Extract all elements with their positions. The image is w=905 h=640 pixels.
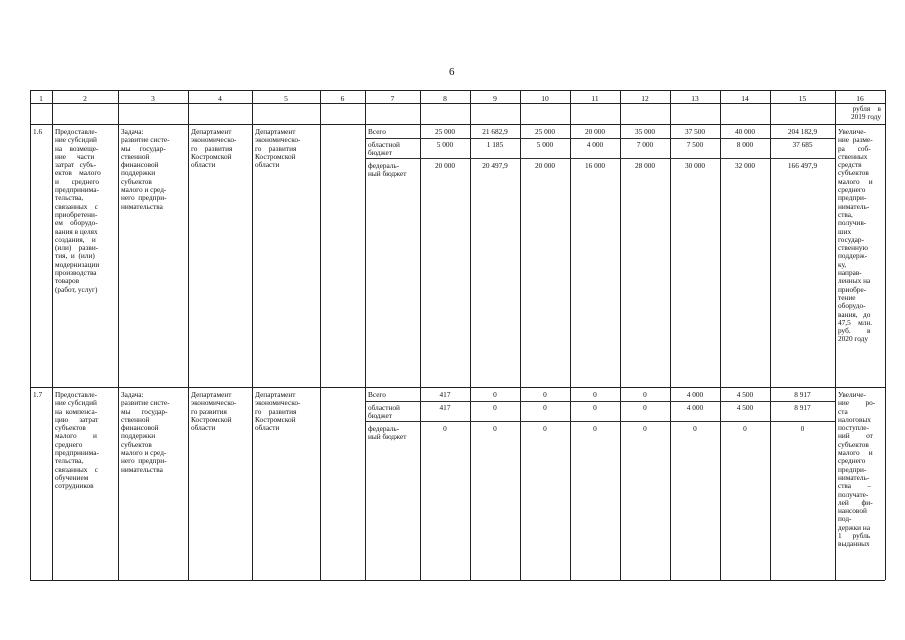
funding-value: 0 <box>643 403 647 412</box>
table-rule <box>30 387 885 388</box>
participant: Департамент экономическо- го развития Костромской области <box>255 390 301 433</box>
funding-value: 8 000 <box>736 140 754 149</box>
funding-value: 204 182,9 <box>787 127 818 136</box>
funding-value: 0 <box>493 403 497 412</box>
funding-value: 0 <box>593 403 597 412</box>
funding-value: 0 <box>543 424 547 433</box>
table-rule <box>30 103 885 104</box>
measure-task: Задача: развитие систе- мы государ- ственной финансовой поддержки субъектов малого и сред- него предпри- нимательства <box>121 390 170 474</box>
funding-value: 20 000 <box>584 127 606 136</box>
table-column-rule <box>52 90 53 580</box>
column-number: 16 <box>856 94 864 103</box>
funding-value: 4 000 <box>586 140 604 149</box>
funding-value: 35 000 <box>634 127 656 136</box>
column-number: 8 <box>443 94 447 103</box>
funding-value: 5 000 <box>436 140 454 149</box>
funding-source: федераль- ный бюджет <box>368 424 407 442</box>
funding-value: 25 000 <box>434 127 456 136</box>
column-number: 14 <box>741 94 749 103</box>
funding-value: 21 682,9 <box>482 127 508 136</box>
funding-value: 4 500 <box>736 403 754 412</box>
table-column-rule <box>835 90 836 580</box>
funding-source: Всего <box>368 127 386 136</box>
funding-value: 166 497,9 <box>787 161 818 170</box>
column-number: 1 <box>39 94 43 103</box>
column-number: 9 <box>493 94 497 103</box>
funding-value: 0 <box>493 424 497 433</box>
column-number: 10 <box>541 94 549 103</box>
funding-value: 417 <box>439 390 451 399</box>
funding-value: 7 000 <box>636 140 654 149</box>
table-rule <box>30 90 885 91</box>
column-number: 15 <box>798 94 807 103</box>
funding-source: федераль- ный бюджет <box>368 161 407 179</box>
funding-value: 5 000 <box>536 140 554 149</box>
subrow-rule <box>365 421 835 422</box>
measure-name: Предоставле- ние субсидий на компенса- цию затрат субъектов малого и среднего предпринима- тельства, связанных с обучением сотрудников <box>55 390 99 491</box>
funding-value: 8 917 <box>794 390 811 399</box>
table-column-rule <box>188 90 189 580</box>
subrow-rule <box>365 401 835 402</box>
funding-value: 20 000 <box>434 161 456 170</box>
funding-value: 32 000 <box>734 161 756 170</box>
column-number: 13 <box>691 94 699 103</box>
funding-value: 4 000 <box>686 403 704 412</box>
subrow-rule <box>365 158 835 159</box>
table-rule <box>30 580 885 581</box>
funding-value: 0 <box>693 424 697 433</box>
executor: Департамент экономическо- го развития Костромской области <box>191 390 237 433</box>
funding-value: 0 <box>543 403 547 412</box>
funding-value: 0 <box>800 424 805 433</box>
column-number: 3 <box>151 94 155 103</box>
result-indicator: Увеличе- ние разме- ра соб- ственных средств субъектов малого и среднего предпри- ниматель- ства, получив- ших государ- ственную поддерж- ку, направ- ленных на приобре- тение оборудо- вания, до 47,5 млн. руб. в 2020 году <box>838 127 873 344</box>
table-column-rule <box>885 90 886 580</box>
table-column-rule <box>320 90 321 580</box>
funding-value: 37 685 <box>792 140 813 149</box>
funding-value: 16 000 <box>584 161 606 170</box>
funding-value: 4 500 <box>736 390 754 399</box>
column-number: 7 <box>390 94 395 103</box>
measure-name: Предоставле- ние субсидий на возмеще- ние части затрат субъ- ектов малого и среднего предпринима- тельства, связанных с приобретени- ем оборудо- вания в целях создания, и (или) разви- тия, и (или) модернизации производства товаров (работ, услуг) <box>55 127 101 294</box>
column-number: 2 <box>83 94 87 103</box>
table-column-rule <box>365 90 366 580</box>
table-rule <box>30 124 885 125</box>
column-number: 5 <box>284 94 288 103</box>
table-column-rule <box>118 90 119 580</box>
funding-value: 0 <box>593 424 597 433</box>
funding-value: 1 185 <box>486 140 504 149</box>
page-number: 6 <box>449 66 455 78</box>
funding-value: 7 500 <box>686 140 704 149</box>
column-number: 12 <box>641 94 649 103</box>
funding-value: 0 <box>643 424 647 433</box>
executor: Департамент экономическо- го развития Костромской области <box>191 127 237 170</box>
funding-value: 8 917 <box>794 403 811 412</box>
funding-value: 28 000 <box>634 161 656 170</box>
funding-source: областной бюджет <box>368 140 400 158</box>
row-number: 1.7 <box>33 390 43 399</box>
table-column-rule <box>30 90 31 580</box>
funding-value: 20 000 <box>534 161 556 170</box>
funding-value: 0 <box>593 390 597 399</box>
column-number: 11 <box>591 94 599 103</box>
funding-value: 0 <box>493 390 497 399</box>
subrow-rule <box>365 138 835 139</box>
funding-value: 4 000 <box>686 390 704 399</box>
funding-value: 0 <box>443 424 447 433</box>
funding-value: 30 000 <box>684 161 706 170</box>
funding-value: 0 <box>643 390 647 399</box>
column-number: 6 <box>340 94 345 103</box>
measure-task: Задача: развитие систе- мы государ- ственной финансовой поддержки субъектов малого и сред- него предпри- нимательства <box>121 127 170 211</box>
row-number: 1.6 <box>33 127 43 136</box>
table-column-rule <box>252 90 253 580</box>
participant: Департамент экономическо- го развития Костромской области <box>255 127 301 170</box>
funding-source: областной бюджет <box>368 403 400 421</box>
funding-value: 40 000 <box>734 127 756 136</box>
funding-value: 37 500 <box>684 127 706 136</box>
funding-value: 0 <box>543 390 547 399</box>
funding-source: Всего <box>368 390 386 399</box>
carry-over-text: рубля в 2019 году <box>850 104 881 122</box>
funding-value: 25 000 <box>534 127 556 136</box>
funding-value: 20 497,9 <box>482 161 508 170</box>
result-indicator: Увеличе- ние ро- ста налоговых поступле- ний от субъектов малого и среднего предпри- ниматель- ства – получате- лей фи- нансовой под- держки на 1 рубль выданных <box>838 390 876 549</box>
funding-value: 0 <box>743 424 747 433</box>
funding-value: 417 <box>439 403 451 412</box>
column-number: 4 <box>218 94 222 103</box>
